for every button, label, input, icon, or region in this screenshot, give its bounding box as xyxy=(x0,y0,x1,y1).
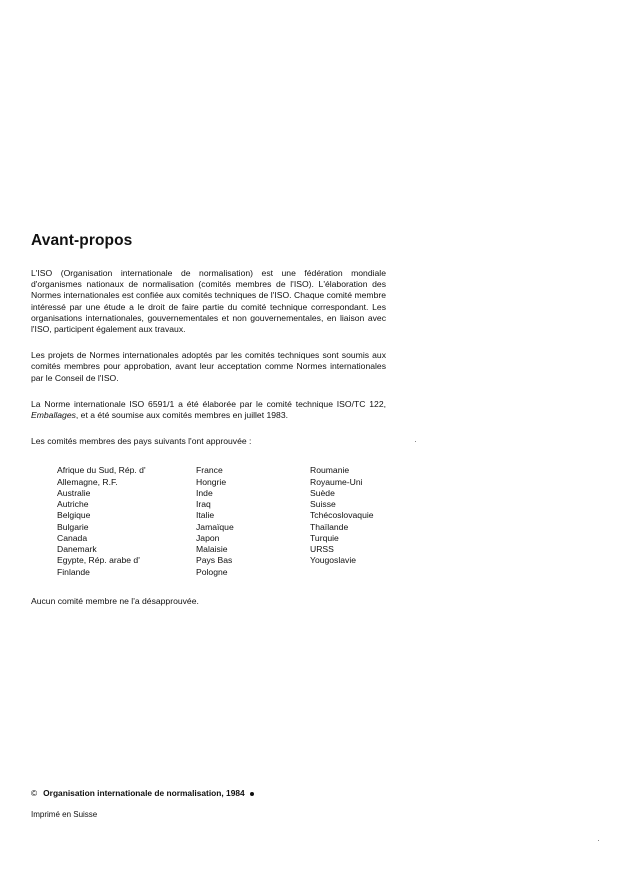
country-item: Thaïlande xyxy=(310,521,349,532)
country-item: Egypte, Rép. arabe d' xyxy=(57,555,140,566)
country-item: Jamaïque xyxy=(196,521,234,532)
countries-column-2 xyxy=(196,465,310,578)
standard-note-text: La Norme internationale ISO 6591/1 a été élaborée par le comité technique ISO/TC 122, xyxy=(31,398,386,409)
countries-column-3 xyxy=(310,465,460,578)
paragraph-standard-note xyxy=(31,399,386,421)
printed-in-note: Imprimé en Suisse xyxy=(31,810,98,819)
country-item: Belgique xyxy=(57,510,91,521)
approval-intro: Les comités membres des pays suivants l'ont approuvée : xyxy=(31,436,252,447)
country-item: Malaisie xyxy=(196,544,228,555)
approving-countries-list xyxy=(57,465,460,578)
country-item: Australie xyxy=(57,487,91,498)
country-item: Roumanie xyxy=(310,465,350,476)
country-item: Pologne xyxy=(196,566,228,577)
country-item: Tchécoslovaquie xyxy=(310,510,374,521)
country-item: Suède xyxy=(310,487,335,498)
country-item: Yougoslavie xyxy=(310,555,357,566)
country-item: Italie xyxy=(196,510,215,521)
disapproval-note: Aucun comité membre ne l'a désapprouvée. xyxy=(31,595,199,606)
country-item: URSS xyxy=(310,544,334,555)
country-item: Allemagne, R.F. xyxy=(57,476,118,487)
country-item: Afrique du Sud, Rép. d' xyxy=(57,465,146,476)
scan-speck xyxy=(415,441,416,442)
countries-column-1 xyxy=(57,465,196,578)
country-item: Royaume-Uni xyxy=(310,476,363,487)
foreword-body xyxy=(31,268,386,622)
paragraph-iso-intro: L'ISO (Organisation internationale de normalisation) est une fédération mondiale d'organismes nationaux de normalisation (comités membres de l'ISO). L'élaboration des Normes internationales est confiée aux comités techniques de l'ISO. Chaque comité membre intéressé par une étude a le droit de faire partie du comité technique correspondant. Les organisations internationales, gouvernementales et non gouvernementales, en liaison avec l'ISO, participent également aux travaux. xyxy=(31,268,386,335)
country-item: Bulgarie xyxy=(57,521,89,532)
copyright-symbol: © xyxy=(31,788,38,798)
country-item: Danemark xyxy=(57,544,97,555)
country-item: Iraq xyxy=(196,499,211,510)
bullet-dot-icon xyxy=(250,792,254,796)
country-item: Pays Bas xyxy=(196,555,233,566)
paragraph-approval-process: Les projets de Normes internationales adoptés par les comités techniques sont soumis aux comités membres pour approbation, avant leur acceptation comme Normes internationales par le Conseil de l'ISO. xyxy=(31,350,386,383)
scan-speck xyxy=(598,840,599,841)
country-item: Japon xyxy=(196,532,220,543)
country-item: France xyxy=(196,465,223,476)
country-item: Finlande xyxy=(57,566,90,577)
country-item: Inde xyxy=(196,487,213,498)
country-item: Suisse xyxy=(310,499,336,510)
copyright-line xyxy=(31,788,254,798)
page-title: Avant-propos xyxy=(31,232,133,249)
committee-name: Emballages xyxy=(31,410,76,421)
standard-note-tail: , et a été soumise aux comités membres en juillet 1983. xyxy=(75,410,288,421)
country-item: Canada xyxy=(57,532,88,543)
country-item: Autriche xyxy=(57,499,89,510)
copyright-text: Organisation internationale de normalisation, 1984 xyxy=(43,788,245,798)
country-item: Turquie xyxy=(310,532,339,543)
country-item: Hongrie xyxy=(196,476,227,487)
